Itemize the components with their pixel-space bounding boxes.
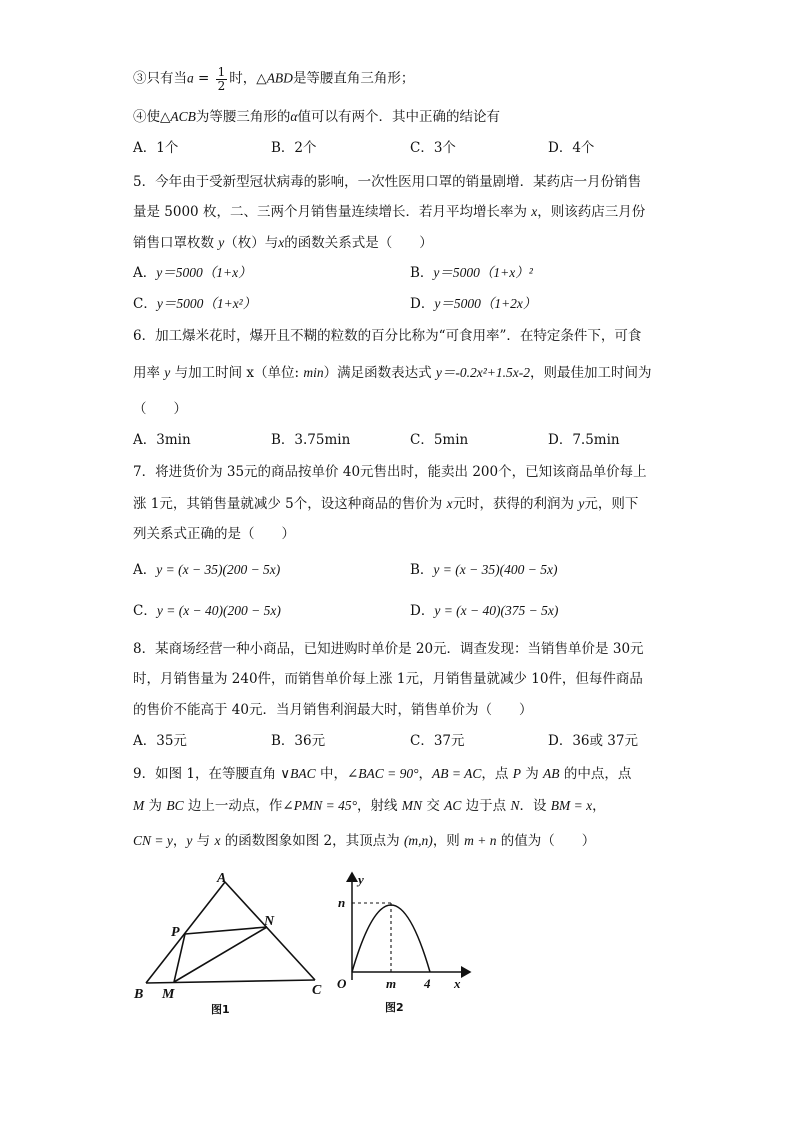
q4-option-c[interactable]: C．3个 — [410, 140, 456, 156]
var-a: a — [187, 70, 194, 86]
figure-1-triangle — [128, 868, 338, 1028]
q9-text: ，则 — [432, 833, 465, 849]
q5-line-3 — [133, 236, 433, 251]
segment-mn — [174, 927, 267, 982]
figure-2-caption: 图2 — [385, 1001, 404, 1014]
q6-line-2-d: ，则最佳加工时间为 — [530, 365, 652, 381]
ab-equals-ac: AB = AC — [432, 766, 482, 781]
option-expression: y = (x − 35)(400 − 5x) — [433, 562, 558, 577]
option-expression: y = (x − 40)(375 − 5x) — [434, 603, 559, 618]
statement-4-prefix: ④使△ — [133, 109, 171, 125]
cn-equals-y: CN = y — [133, 833, 173, 848]
ray-mn: MN — [401, 798, 423, 813]
q6-line-2-a: 用率 — [133, 365, 165, 381]
q9-text: ， — [418, 766, 433, 782]
q8-line-1: 8．某商场经营一种小商品，已知进购时单价是 20元．调查发现：当销售单价是 30元 — [133, 641, 644, 657]
statement-4-suffix: 值可以有两个．其中正确的结论有 — [297, 109, 500, 125]
q7-line-2-b: 元时，获得的利润为 — [452, 496, 579, 512]
q5-line-3-b: （枚）与 — [224, 235, 279, 251]
q9-text: 与 — [192, 833, 215, 849]
q7-option-a[interactable] — [133, 563, 280, 578]
option-expression: y = (x − 40)(200 − 5x) — [156, 603, 281, 618]
q9-text: 的中点，点 — [559, 766, 632, 782]
q9-line-2 — [133, 799, 606, 814]
var-x: x — [214, 833, 221, 848]
q4-option-d[interactable]: D．4个 — [548, 140, 595, 156]
option-label: A． — [133, 562, 157, 578]
q9-text: ．设 — [519, 798, 551, 814]
q6-option-a[interactable]: A．3min — [133, 432, 191, 448]
q8-option-b[interactable]: B．36元 — [271, 733, 326, 749]
point-n: N — [510, 798, 520, 813]
q9-text: 交 — [422, 798, 445, 814]
point-m: M — [133, 798, 145, 813]
var-y: y — [578, 496, 585, 511]
vertex-mn: (m,n) — [403, 833, 433, 848]
option-label: A． — [133, 265, 157, 281]
q5-line-2 — [133, 205, 645, 220]
equals-sign: = — [193, 70, 214, 87]
option-label: C． — [133, 296, 157, 312]
q6-option-b[interactable]: B．3.75min — [271, 432, 351, 448]
label-n: N — [264, 914, 275, 929]
var-y: y — [218, 235, 225, 250]
q5-line-3-a: 销售口罩枚数 — [133, 235, 219, 251]
var-y: y — [186, 833, 193, 848]
q6-line-2-c: ）满足函数表达式 — [323, 365, 436, 381]
q5-option-b[interactable] — [410, 266, 533, 281]
q8-line-3: 的售价不能高于 40元．当月销售利润最大时，销售单价为（ ） — [133, 702, 533, 718]
q6-option-c[interactable]: C．5min — [410, 432, 469, 448]
triangle-abd: ABD — [266, 70, 293, 86]
q7-option-b[interactable] — [410, 563, 557, 578]
bm-equals-x: BM = x — [550, 798, 593, 813]
q9-text: ，射线 — [356, 798, 402, 814]
figure-2-graph — [328, 868, 478, 1028]
label-a: A — [217, 871, 227, 886]
q6-line-2-b: 与加工时间 x（单位: — [170, 365, 304, 381]
q4-option-b[interactable]: B．2个 — [271, 140, 317, 156]
triangle-acb: ACB — [170, 109, 196, 124]
segment-bc — [146, 980, 315, 983]
segment-ac: AC — [444, 798, 462, 813]
label-x-axis: x — [454, 976, 461, 991]
q5-option-d[interactable] — [410, 297, 536, 312]
angle-bac: ∠BAC = 90° — [346, 766, 419, 781]
statement-4 — [133, 110, 500, 125]
figure-1-caption: 图1 — [211, 1003, 230, 1016]
segment-pn — [185, 927, 267, 934]
q9-text: ， — [592, 798, 606, 814]
label-origin: O — [337, 976, 347, 991]
segment-ab: AB — [543, 766, 560, 781]
option-label: C． — [133, 603, 157, 619]
option-expression: y = (x − 35)(200 − 5x) — [156, 562, 281, 577]
fraction-denominator: 2 — [217, 78, 226, 93]
q7-line-2-c: 元，则下 — [584, 496, 639, 512]
q7-option-c[interactable] — [133, 604, 281, 619]
var-alpha: α — [290, 109, 298, 124]
label-b: B — [134, 987, 144, 1002]
option-label: D． — [410, 296, 435, 312]
q9-text: 中， — [315, 766, 347, 782]
option-expression: y＝5000（1+x²） — [156, 296, 257, 311]
q5-line-2-a: 量是 5000 枚，二、三两个月销售量连续增长．若月平均增长率为 — [133, 204, 532, 220]
q9-text: ， — [172, 833, 187, 849]
q9-line-3 — [133, 834, 595, 849]
q8-option-a[interactable]: A．35元 — [133, 733, 187, 749]
q6-line-1: 6．加工爆米花时，爆开且不糊的粒数的百分比称为“可食用率”．在特定条件下，可食 — [133, 328, 642, 344]
q7-line-2-a: 涨 1元，其销售量就减少 5个，设这种商品的售价为 — [133, 496, 447, 512]
var-y: y — [164, 365, 171, 380]
triangle-bac: ∨BAC — [280, 766, 316, 781]
q8-line-2: 时，月销售量为 240件，而销售单价每上涨 1元，月销售量就减少 10件，但每件商品 — [133, 671, 643, 687]
q6-option-d[interactable]: D．7.5min — [548, 432, 620, 448]
label-y-axis: y — [358, 872, 364, 887]
unit-min: min — [303, 365, 324, 380]
q9-text: ，点 — [481, 766, 513, 782]
option-expression: y＝5000（1+2x） — [434, 296, 537, 311]
m-plus-n: m + n — [464, 833, 497, 848]
label-p: P — [171, 925, 180, 940]
q9-text: 边上一动点，作 — [183, 798, 283, 814]
q9-text: 为 — [520, 766, 544, 782]
q7-line-1: 7．将进货价为 35元的商品按单价 40元售出时，能卖出 200个，已知该商品单价每上 — [133, 464, 647, 480]
option-expression: y＝5000（1+x）² — [433, 265, 533, 280]
option-expression: y＝5000（1+x） — [156, 265, 252, 280]
label-m: m — [386, 976, 397, 991]
var-x: x — [531, 204, 538, 219]
var-x: x — [278, 235, 285, 250]
q7-option-d[interactable] — [410, 604, 558, 619]
q4-option-a[interactable]: A．1个 — [133, 140, 179, 156]
segment-ba — [146, 882, 225, 983]
q9-text: 9．如图 1，在等腰直角 — [133, 766, 281, 782]
segment-bc: BC — [166, 798, 184, 813]
q9-text: 为 — [144, 798, 167, 814]
q6-function-expression: y＝-0.2x²+1.5x-2 — [435, 365, 531, 380]
segment-ac — [225, 882, 315, 980]
fraction-one-half — [216, 66, 228, 92]
var-x: x — [446, 496, 453, 511]
q8-option-c[interactable]: C．37元 — [410, 733, 465, 749]
q5-line-3-c: 的函数关系式是（ ） — [284, 235, 433, 251]
q5-line-2-b: ，则该药店三月份 — [537, 204, 646, 220]
q8-option-d[interactable]: D．36或 37元 — [548, 733, 638, 749]
label-four: 4 — [424, 976, 431, 991]
angle-pmn: ∠PMN = 45° — [282, 798, 357, 813]
q5-option-c[interactable] — [133, 297, 256, 312]
statement-3 — [133, 66, 414, 92]
statement-3-mid: 时，△ — [229, 70, 267, 87]
fraction-numerator: 1 — [217, 65, 226, 79]
q6-line-2 — [133, 366, 652, 381]
option-label: D． — [410, 603, 435, 619]
q6-line-3: （ ） — [133, 401, 187, 417]
q5-line-1: 5．今年由于受新型冠状病毒的影响，一次性医用口罩的销量剧增．某药店一月份销售 — [133, 174, 642, 190]
q9-text: 边于点 — [461, 798, 511, 814]
option-label: B． — [410, 265, 434, 281]
label-c: C — [312, 983, 322, 998]
statement-3-prefix: ③只有当 — [133, 70, 187, 87]
statement-3-suffix: 是等腰直角三角形； — [292, 70, 415, 87]
label-n: n — [338, 895, 346, 910]
q5-option-a[interactable] — [133, 266, 252, 281]
q7-line-2 — [133, 497, 638, 512]
statement-4-mid: 为等腰三角形的 — [195, 109, 291, 125]
q9-text: 的函数图象如图 2，其顶点为 — [220, 833, 404, 849]
q9-line-1 — [133, 767, 631, 782]
label-m: M — [162, 987, 175, 1002]
q9-text: 的值为（ ） — [496, 833, 596, 849]
point-p: P — [512, 766, 521, 781]
q7-line-3: 列关系式正确的是（ ） — [133, 526, 295, 542]
option-label: B． — [410, 562, 434, 578]
